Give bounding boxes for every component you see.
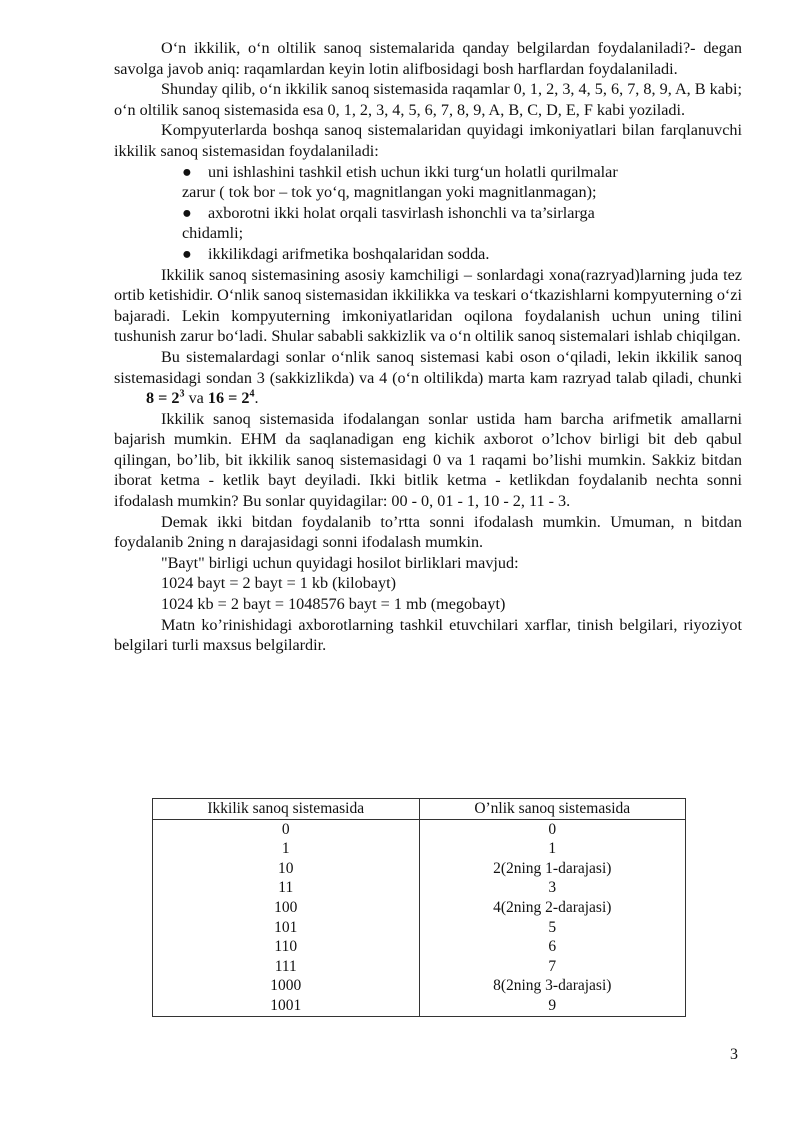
decimal-cell: 5 xyxy=(419,918,686,938)
table-row xyxy=(153,976,686,996)
formula-16: $16 = 2^4$ xyxy=(207,388,255,408)
binary-cell: 1 xyxy=(153,839,420,859)
bullet-dot-icon: ● xyxy=(182,244,192,263)
decimal-cell: 4(2ning 2-darajasi) xyxy=(419,898,686,918)
decimal-cell: 3 xyxy=(419,878,686,898)
paragraph-5-text: Bu sistemalardagi sonlar o‘nlik sanoq sistemasi kabi oson o‘qiladi, lekin ikkilik sanoq sistemasidagi sondan 3 (sakkizlikda) va 4 (o‘n oltilikda) marta kam razryad talab qiladi, chunki xyxy=(114,347,742,387)
bullet-2-continuation: chidamli; xyxy=(182,224,244,243)
paragraph-3: Kompyuterlarda boshqa sanoq sistemalaridan quyidagi imkoniyatlari bilan farqlanuvchi ikkilik sanoq sistemasidan foydalaniladi: xyxy=(114,121,742,160)
table-row xyxy=(153,898,686,918)
document-body xyxy=(114,38,742,656)
decimal-cell: 6 xyxy=(419,937,686,957)
bullet-3-text: ikkilikdagi arifmetika boshqalaridan sodda. xyxy=(208,244,490,263)
table-row xyxy=(153,839,686,859)
binary-cell: 110 xyxy=(153,937,420,957)
paragraph-7: Demak ikki bitdan foydalanib to’rtta sonni ifodalash mumkin. Umuman, n bitdan foydalanib 2ning n darajasidagi sonni ifodalash mumkin. xyxy=(114,512,742,552)
paragraph-2: Shunday qilib, o‘n ikkilik sanoq sistemasida raqamlar 0, 1, 2, 3, 4, 5, 6, 7, 8, 9, A, B kabi; o‘n oltilik sanoq sistemasida esa 0, 1, 2, 3, 4, 5, 6, 7, 8, 9, A, B, C, D, E, F kabi yoziladi. xyxy=(114,80,742,119)
binary-cell: 111 xyxy=(153,957,420,977)
decimal-cell: 2(2ning 1-darajasi) xyxy=(419,859,686,879)
page-number: 3 xyxy=(730,1046,738,1063)
bullet-item-2 xyxy=(182,203,742,224)
paragraph-5: Bu sistemalardagi sonlar o‘nlik sanoq sistemasi kabi oson o‘qiladi, lekin ikkilik sanoq sistemasidagi sondan 3 (sakkizlikda) va 4 (o‘n oltilikda) marta kam razryad talab qiladi, chunki8 = $2^3$ va $16 = 2^4$. xyxy=(114,347,742,408)
decimal-cell: 0 xyxy=(419,819,686,839)
paragraph-6: Ikkilik sanoq sistemasida ifodalangan sonlar ustida ham barcha arifmetik amallarni bajarish mumkin. EHM da saqlanadigan eng kichik axborot o’lchov birligi bit deb qabul qilingan, bo’lib, bit ikkilik sanoq sistemasidagi 0 va 1 raqami bo’lishi mumkin. Sakkiz bitdan iborat ketma - ketlik bayt deyiladi. Ikki bitlik ketma - ketlikdan foydalanib nechta sonni ifodalash mumkin? Bu sonlar quyidagilar: 00 - 0, 01 - 1, 10 - 2, 11 - 3. xyxy=(114,409,742,511)
table-row xyxy=(153,859,686,879)
binary-cell: 101 xyxy=(153,918,420,938)
bullet-dot-icon: ● xyxy=(182,162,192,181)
binary-cell: 1001 xyxy=(153,996,420,1016)
table-row xyxy=(153,996,686,1016)
decimal-cell: 1 xyxy=(419,839,686,859)
paragraph-9: 1024 bayt = 2 bayt = 1 kb (kilobayt) xyxy=(161,574,396,593)
conversion-table xyxy=(152,798,686,1017)
formula-8: $8 = 2^3$ xyxy=(146,388,185,408)
decimal-cell: 8(2ning 3-darajasi) xyxy=(419,976,686,996)
bullet-item-3 xyxy=(182,244,742,265)
paragraph-1: O‘n ikkilik, o‘n oltilik sanoq sistemalarida qanday belgilardan foydalaniladi?- degan savolga javob aniq: raqamlardan keyin lotin alifbosidagi bosh harflardan foydalaniladi. xyxy=(114,39,742,78)
decimal-cell: 9 xyxy=(419,996,686,1016)
decimal-cell: 7 xyxy=(419,957,686,977)
binary-cell: 11 xyxy=(153,878,420,898)
paragraph-4: Ikkilik sanoq sistemasining asosiy kamchiligi – sonlardagi xona(razryad)larning juda tez ortib ketishidir. O‘nlik sanoq sistemasidan ikkilikka va teskari o‘tkazishlarni kompyuterning o‘zi bajaradi. Lekin kompyuterning imkoniyatlaridan oqilona foydalanish uchun uning tilini tushunish zarur bo‘ladi. Shular sababli sakkizlik va o‘n oltilik sanoq sistemalari ishlab chiqilgan. xyxy=(114,265,742,346)
bullet-1-text: uni ishlashini tashkil etish uchun ikki turg‘un holatli qurilmalar xyxy=(208,162,618,181)
header-binary: Ikkilik sanoq sistemasida xyxy=(153,799,420,820)
paragraph-8: "Bayt" birligi uchun quyidagi hosilot birliklari mavjud: xyxy=(161,553,519,572)
table-row xyxy=(153,878,686,898)
paragraph-10: 1024 kb = 2 bayt = 1048576 bayt = 1 mb (megobayt) xyxy=(161,595,506,614)
binary-cell: 1000 xyxy=(153,976,420,996)
paragraph-11: Matn ko’rinishidagi axborotlarning tashkil etuvchilari xarflar, tinish belgilari, riyoziyot belgilari turli maxsus belgilardir. xyxy=(114,615,742,655)
table-row xyxy=(153,819,686,839)
table-header-row xyxy=(153,799,686,820)
binary-cell: 100 xyxy=(153,898,420,918)
header-decimal: O’nlik sanoq sistemasida xyxy=(419,799,686,820)
table-row xyxy=(153,937,686,957)
bullet-1-continuation: zarur ( tok bor – tok yo‘q, magnitlangan yoki magnitlanmagan); xyxy=(182,183,597,202)
table-row xyxy=(153,957,686,977)
bullet-item-1 xyxy=(182,162,742,183)
table-row xyxy=(153,918,686,938)
bullet-dot-icon: ● xyxy=(182,203,192,222)
binary-cell: 10 xyxy=(153,859,420,879)
bullet-2-text: axborotni ikki holat orqali tasvirlash ishonchli va ta’sirlarga xyxy=(208,203,595,222)
binary-cell: 0 xyxy=(153,819,420,839)
